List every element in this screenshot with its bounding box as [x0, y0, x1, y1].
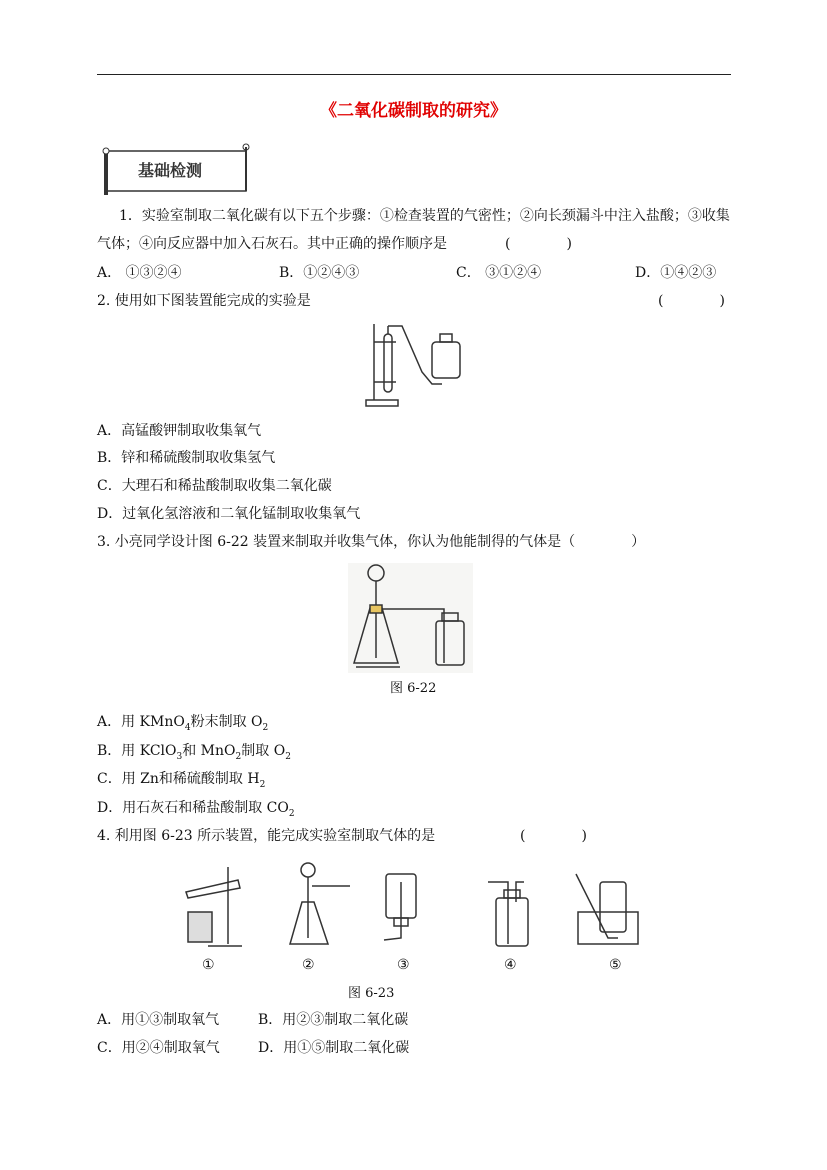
- section-heading: 基础检测: [138, 161, 203, 180]
- q4-option-a: A．用①③制取氧气: [97, 1012, 220, 1028]
- option-text: 制取 O: [241, 743, 286, 759]
- apparatus-5: [576, 874, 638, 944]
- label-1: ①: [202, 957, 215, 973]
- page-title: 《二氧化碳制取的研究》: [320, 101, 507, 121]
- option-text: C．用 Zn和稀硫酸制取 H: [97, 771, 260, 787]
- apparatus-2: [290, 863, 350, 944]
- q1-option-a: A． ①③②④: [97, 265, 182, 281]
- q3-option-c: [97, 770, 265, 794]
- q2-option-d: D．过氧化氢溶液和二氧化锰制取收集氧气: [97, 506, 361, 522]
- option-text: A．用 KMnO: [97, 714, 185, 730]
- q3-option-b: [97, 742, 291, 766]
- header-rule: [97, 74, 731, 75]
- figure-6-22-caption: 图 6-22: [390, 681, 437, 696]
- label-2: ②: [302, 957, 315, 973]
- q2-option-c: C．大理石和稀盐酸制取收集二氧化碳: [97, 478, 332, 494]
- option-text: 粉末制取 O: [190, 714, 263, 730]
- label-4: ④: [504, 957, 517, 973]
- subscript: 2: [262, 722, 269, 733]
- option-text: D．用石灰石和稀盐酸制取 CO: [97, 800, 289, 816]
- subscript: 2: [259, 779, 266, 790]
- apparatus-3: [384, 874, 416, 940]
- subscript: 2: [235, 751, 242, 762]
- q1-option-c: C． ③①②④: [456, 265, 542, 281]
- subscript: 3: [176, 751, 183, 762]
- subscript: 2: [285, 751, 291, 762]
- q1-option-b: B．①②④③: [279, 265, 360, 281]
- apparatus-figure-6-23: [178, 862, 668, 952]
- q4-option-b: B．用②③制取二氧化碳: [258, 1012, 409, 1028]
- q2-option-b: B．锌和稀硫酸制取收集氢气: [97, 450, 276, 466]
- q3-stem: 3. 小亮同学设计图 6-22 装置来制取并收集气体，你认为他能制得的气体是（ ）: [97, 534, 646, 550]
- apparatus-figure-q2: [362, 322, 472, 412]
- q2-answer-bracket: ( ): [658, 293, 725, 309]
- subscript: 4: [184, 722, 191, 733]
- option-text: B．用 KClO: [97, 743, 177, 759]
- q1-line1: 1．实验室制取二氧化碳有以下五个步骤：①检查装置的气密性；②向长颈漏斗中注入盐酸；③收集: [119, 208, 730, 224]
- subscript: 2: [288, 808, 295, 819]
- label-3: ③: [397, 957, 410, 973]
- q4-stem: 4. 利用图 6-23 所示装置，能完成实验室制取气体的是: [97, 828, 436, 844]
- q1-option-d: D．①④②③: [635, 265, 717, 281]
- q3-option-a: [97, 713, 268, 737]
- q2-stem: 2. 使用如下图装置能完成的实验是: [97, 293, 311, 309]
- q4-answer-bracket: ( ): [520, 828, 587, 844]
- apparatus-figure-6-22: [348, 563, 473, 673]
- apparatus-4: [488, 882, 528, 946]
- q4-option-d: D．用①⑤制取二氧化碳: [258, 1040, 410, 1056]
- apparatus-1: [186, 867, 242, 946]
- q3-option-d: [97, 799, 295, 823]
- q2-option-a: A．高锰酸钾制取收集氧气: [97, 423, 262, 439]
- option-text: 和 MnO: [182, 743, 236, 759]
- label-5: ⑤: [609, 957, 622, 973]
- q4-option-c: C．用②④制取氧气: [97, 1040, 220, 1056]
- figure-6-23-caption: 图 6-23: [348, 986, 395, 1001]
- q1-line2: 气体；④向反应器中加入石灰石。其中正确的操作顺序是: [97, 236, 447, 252]
- q1-answer-bracket: ( ): [505, 236, 572, 252]
